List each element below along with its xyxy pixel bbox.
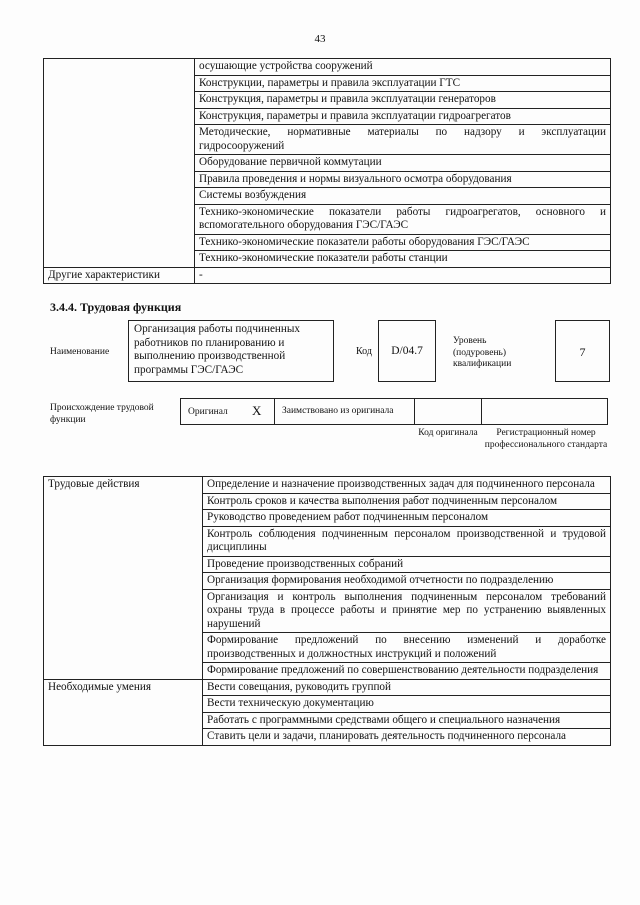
level-label: Уровень (подуровень) квалификации xyxy=(453,336,512,369)
page-number: 43 xyxy=(314,33,326,45)
labor-function-table xyxy=(43,476,611,746)
name-value-box xyxy=(128,320,334,382)
action-item: Организация формирования необходимой отчетности по подразделению xyxy=(203,573,611,590)
original-mark: X xyxy=(252,403,262,418)
knowledge-item: Технико-экономические показатели работы станции xyxy=(195,251,611,268)
name-value: Организация работы подчиненных работников по планированию и выполнению производственной программы ГЭС/ГАЭС xyxy=(134,323,301,376)
code-caption: Код оригинала xyxy=(418,428,478,438)
empty-label-cell xyxy=(44,59,195,268)
skills-label: Необходимые умения xyxy=(44,679,203,745)
other-characteristics-value: - xyxy=(195,267,611,284)
reg-caption: Регистрационный номер профессионального стандарта xyxy=(484,428,608,450)
origin-label: Происхождение трудовой функции xyxy=(50,403,154,425)
action-item: Определение и назначение производственных задач для подчиненного персонала xyxy=(203,477,611,494)
borrowed-label: Заимствовано из оригинала xyxy=(282,406,394,416)
other-characteristics-label: Другие характеристики xyxy=(44,267,195,284)
action-item: Контроль сроков и качества выполнения работ подчиненным персоналом xyxy=(203,493,611,510)
knowledge-item: осушающие устройства сооружений xyxy=(195,59,611,76)
level-value: 7 xyxy=(579,345,586,359)
code-label: Код xyxy=(356,346,372,357)
action-item: Проведение производственных собраний xyxy=(203,556,611,573)
code-value: D/04.7 xyxy=(391,345,423,357)
action-item: Руководство проведением работ подчиненным персоналом xyxy=(203,510,611,527)
knowledge-item: Методические, нормативные материалы по надзору и эксплуатации гидросооружений xyxy=(195,125,611,155)
code-value-box xyxy=(378,320,436,382)
action-item: Контроль соблюдения подчиненным персоналом производственной и трудовой дисциплины xyxy=(203,526,611,556)
name-label: Наименование xyxy=(50,347,110,357)
knowledge-item: Конструкция, параметры и правила эксплуатации гидроагрегатов xyxy=(195,108,611,125)
original-label: Оригинал xyxy=(188,407,228,417)
knowledge-item: Системы возбуждения xyxy=(195,188,611,205)
section-title: 3.4.4. Трудовая функция xyxy=(50,300,182,314)
skill-item: Вести совещания, руководить группой xyxy=(203,679,611,696)
actions-label: Трудовые действия xyxy=(44,477,203,680)
knowledge-table xyxy=(43,58,611,284)
level-value-box xyxy=(555,320,610,382)
knowledge-item: Правила проведения и нормы визуального осмотра оборудования xyxy=(195,171,611,188)
action-item: Формирование предложений по внесению изменений и доработке производственных и должностных инструкций и положений xyxy=(203,633,611,663)
action-item: Формирование предложений по совершенствованию деятельности подразделения xyxy=(203,663,611,680)
skill-item: Работать с программными средствами общего и специального назначения xyxy=(203,712,611,729)
knowledge-item: Конструкция, параметры и правила эксплуатации генераторов xyxy=(195,92,611,109)
skill-item: Ставить цели и задачи, планировать деятельность подчиненного персонала xyxy=(203,729,611,746)
knowledge-item: Оборудование первичной коммутации xyxy=(195,155,611,172)
knowledge-item: Технико-экономические показатели работы гидроагрегатов, основного и вспомогательного оборудования ГЭС/ГАЭС xyxy=(195,204,611,234)
original-code-cell xyxy=(414,398,482,425)
knowledge-item: Конструкции, параметры и правила эксплуатации ГТС xyxy=(195,75,611,92)
action-item: Организация и контроль выполнения подчиненным персоналом требований охраны труда в процессе работы и принятие мер по устранению выявленных нарушений xyxy=(203,589,611,633)
skill-item: Вести техническую документацию xyxy=(203,696,611,713)
knowledge-item: Технико-экономические показатели работы оборудования ГЭС/ГАЭС xyxy=(195,234,611,251)
